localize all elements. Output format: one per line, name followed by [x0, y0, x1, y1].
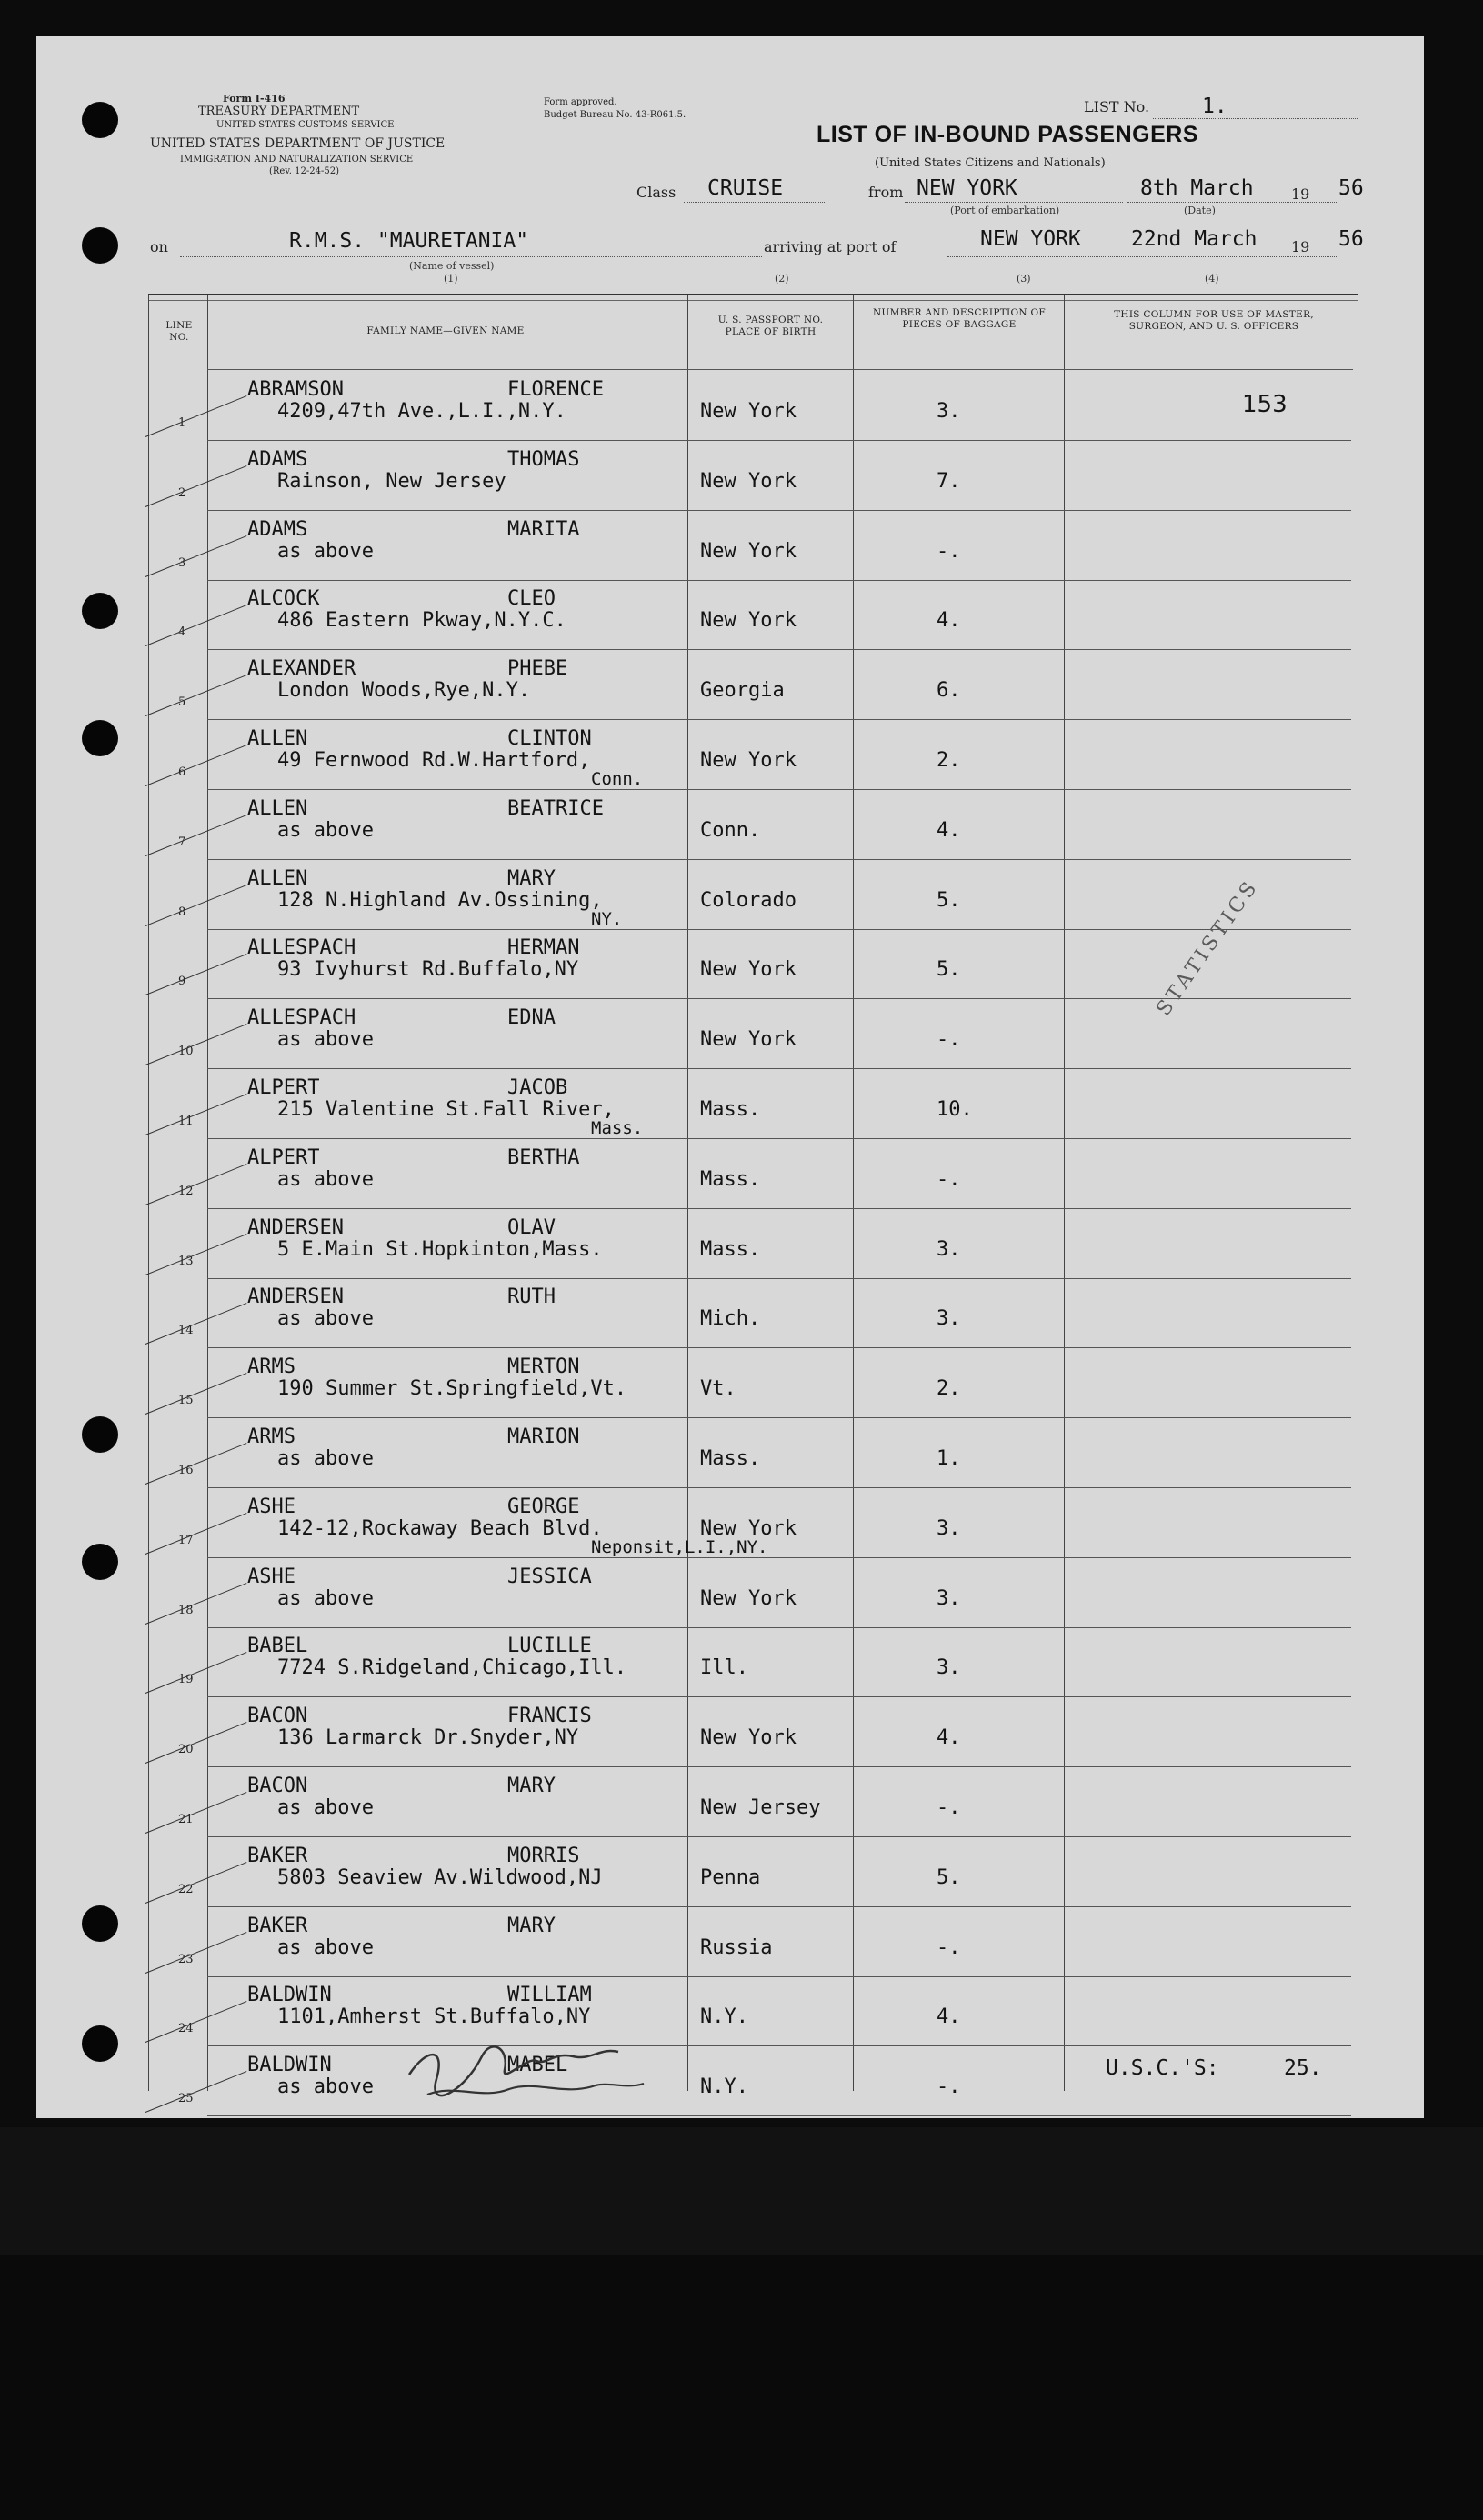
- table-row: [0, 441, 1483, 511]
- baggage-count: 1.: [937, 1447, 961, 1470]
- port-caption: (Port of embarkation): [950, 205, 1060, 216]
- caption-4: (4): [1205, 273, 1219, 285]
- row-line-number: 14: [178, 1324, 194, 1338]
- family-name: ASHE: [247, 1565, 296, 1588]
- address: 5 E.Main St.Hopkinton,Mass.: [277, 1237, 603, 1261]
- place-of-birth: Mass.: [700, 1167, 761, 1191]
- place-of-birth: New York: [700, 1028, 797, 1052]
- row-line-number: 10: [178, 1045, 194, 1059]
- row-divider-mark: [145, 1583, 247, 1625]
- family-name: ALPERT: [247, 1076, 320, 1099]
- scan-background-lower: [0, 2255, 1483, 2520]
- table-row: [0, 1278, 1483, 1348]
- family-name: BALDWIN: [247, 1984, 332, 2007]
- family-name: BALDWIN: [247, 2054, 332, 2077]
- bleed-through-text: [1091, 1425, 1096, 1442]
- table-row: [0, 1488, 1483, 1558]
- col-header-line-no: LINE NO.: [165, 320, 193, 343]
- budget-bureau: Budget Bureau No. 43-R061.5.: [544, 110, 686, 120]
- family-name: ALLESPACH: [247, 1006, 356, 1030]
- row-divider-mark: [145, 2001, 247, 2043]
- row-divider-mark: [145, 1443, 247, 1485]
- place-of-birth: New York: [700, 958, 797, 982]
- place-of-birth: N.Y.: [700, 2005, 748, 2029]
- address: as above: [277, 1935, 374, 1959]
- given-name: JESSICA: [507, 1565, 592, 1588]
- address: as above: [277, 1447, 374, 1470]
- year2-value: 56: [1338, 227, 1364, 251]
- caption-3: (3): [1017, 273, 1031, 285]
- signature: [400, 2029, 655, 2102]
- caption-1: (1): [444, 273, 458, 285]
- year1-value: 56: [1338, 176, 1364, 200]
- dept-treasury-sub: UNITED STATES CUSTOMS SERVICE: [216, 120, 395, 130]
- class-label: Class: [636, 184, 676, 201]
- dept-justice: UNITED STATES DEPARTMENT OF JUSTICE: [150, 136, 446, 151]
- table-row: [0, 1418, 1483, 1488]
- row-divider-mark: [145, 815, 247, 856]
- punch-hole: [82, 102, 118, 138]
- family-name: ANDERSEN: [247, 1215, 344, 1239]
- family-name: ALPERT: [247, 1145, 320, 1169]
- place-of-birth: New York: [700, 400, 797, 423]
- place-of-birth: Conn.: [700, 818, 761, 842]
- vessel-line: [180, 256, 762, 257]
- address: as above: [277, 1796, 374, 1819]
- given-name: PHEBE: [507, 657, 568, 681]
- place-of-birth: Ill.: [700, 1656, 748, 1680]
- baggage-count: 7.: [937, 469, 961, 493]
- table-row: [0, 650, 1483, 720]
- address-continued: Neponsit,L.I.,NY.: [591, 1536, 768, 1557]
- given-name: RUTH: [507, 1285, 556, 1309]
- row-divider-mark: [145, 1024, 247, 1065]
- baggage-count: 3.: [937, 1237, 961, 1261]
- table-row: [0, 1627, 1483, 1697]
- family-name: BABEL: [247, 1635, 308, 1658]
- given-name: MARITA: [507, 517, 580, 541]
- row-divider-mark: [145, 1652, 247, 1694]
- row-line-number: 13: [178, 1254, 194, 1268]
- row-divider-mark: [145, 1932, 247, 1974]
- baggage-count: 10.: [937, 1098, 973, 1121]
- baggage-count: -.: [937, 1796, 961, 1819]
- baggage-count: -.: [937, 1028, 961, 1052]
- row-divider-mark: [145, 2071, 247, 2113]
- col-header-name: FAMILY NAME—GIVEN NAME: [366, 325, 525, 336]
- address: 49 Fernwood Rd.W.Hartford,: [277, 749, 591, 772]
- family-name: BAKER: [247, 1844, 308, 1867]
- list-number: 1.: [1202, 95, 1227, 118]
- address: 4209,47th Ave.,L.I.,N.Y.: [277, 400, 566, 423]
- place-of-birth: Mass.: [700, 1098, 761, 1121]
- family-name: ABRAMSON: [247, 378, 344, 401]
- col-header-officers: THIS COLUMN FOR USE OF MASTER, SURGEON, AND U. S. OFFICERS: [1114, 309, 1314, 332]
- given-name: BEATRICE: [507, 796, 604, 820]
- given-name: OLAV: [507, 1215, 556, 1239]
- table-row: [0, 999, 1483, 1069]
- place-of-birth: Colorado: [700, 888, 797, 912]
- row-line-number: 8: [178, 905, 186, 919]
- family-name: BAKER: [247, 1914, 308, 1937]
- row-divider-mark: [145, 1722, 247, 1764]
- table-row: [0, 929, 1483, 999]
- family-name: ALLESPACH: [247, 936, 356, 960]
- row-divider-mark: [145, 1862, 247, 1904]
- dept-treasury: TREASURY DEPARTMENT: [198, 105, 360, 118]
- given-name: EDNA: [507, 1006, 556, 1030]
- caption-2: (2): [775, 273, 789, 285]
- table-row: [0, 1697, 1483, 1767]
- row-divider-mark: [145, 1094, 247, 1135]
- baggage-count: 2.: [937, 1377, 961, 1401]
- table-row: [0, 720, 1483, 790]
- place-of-birth: New York: [700, 749, 797, 772]
- table-row: [0, 1837, 1483, 1907]
- address: 1101,Amherst St.Buffalo,NY: [277, 2005, 591, 2029]
- row-line-number: 2: [178, 485, 186, 500]
- row-line-number: 23: [178, 1952, 194, 1966]
- family-name: ARMS: [247, 1425, 296, 1448]
- address: 93 Ivyhurst Rd.Buffalo,NY: [277, 958, 579, 982]
- row-rule: [207, 2115, 853, 2116]
- given-name: MARY: [507, 1775, 556, 1797]
- place-of-birth: Russia: [700, 1935, 773, 1959]
- row-line-number: 5: [178, 695, 186, 710]
- row-line-number: 4: [178, 625, 186, 640]
- statistics-stamp: STATISTICS: [1152, 875, 1264, 1021]
- row-line-number: 18: [178, 1603, 194, 1617]
- given-name: FRANCIS: [507, 1705, 592, 1728]
- row-line-number: 19: [178, 1673, 194, 1687]
- baggage-count: 3.: [937, 1307, 961, 1331]
- given-name: WILLIAM: [507, 1984, 592, 2007]
- baggage-count: 4.: [937, 818, 961, 842]
- address: London Woods,Rye,N.Y.: [277, 679, 531, 703]
- baggage-count: 5.: [937, 1865, 961, 1889]
- address: as above: [277, 2075, 374, 2099]
- row-line-number: 1: [178, 416, 186, 430]
- baggage-count: 5.: [937, 958, 961, 982]
- vessel-name: R.M.S. "MAURETANIA": [289, 229, 529, 253]
- family-name: ALLEN: [247, 796, 308, 820]
- place-of-birth: Georgia: [700, 679, 785, 703]
- family-name: ALCOCK: [247, 587, 320, 611]
- row-divider-mark: [145, 745, 247, 786]
- row-line-number: 15: [178, 1394, 194, 1408]
- row-line-number: 11: [178, 1115, 194, 1128]
- arrival-line: [947, 256, 1337, 257]
- form-number: Form I-416: [223, 93, 286, 105]
- from-value: NEW YORK: [917, 176, 1017, 200]
- row-divider-mark: [145, 954, 247, 995]
- address: as above: [277, 818, 374, 842]
- row-divider-mark: [145, 1373, 247, 1415]
- table-top-rule: [148, 300, 1358, 301]
- family-name: BACON: [247, 1705, 308, 1728]
- address: as above: [277, 1028, 374, 1052]
- place-of-birth: N.Y.: [700, 2075, 748, 2099]
- row-line-number: 21: [178, 1813, 194, 1826]
- col-header-baggage: NUMBER AND DESCRIPTION OF PIECES OF BAGGAGE: [872, 307, 1047, 330]
- address: 136 Larmarck Dr.Snyder,NY: [277, 1726, 579, 1750]
- row-divider-mark: [145, 675, 247, 716]
- baggage-count: 3.: [937, 1516, 961, 1540]
- row-divider-mark: [145, 465, 247, 507]
- address: as above: [277, 1586, 374, 1610]
- officer-count: 153: [1242, 391, 1288, 418]
- family-name: ALLEN: [247, 727, 308, 750]
- baggage-count: 6.: [937, 679, 961, 703]
- address-continued: NY.: [591, 908, 623, 929]
- header-bottom-rule: [207, 369, 1353, 370]
- row-line-number: 16: [178, 1464, 194, 1477]
- family-name: ADAMS: [247, 447, 308, 471]
- row-divider-mark: [145, 885, 247, 926]
- table-row: [0, 511, 1483, 581]
- row-line-number: 17: [178, 1533, 194, 1547]
- place-of-birth: New York: [700, 1586, 797, 1610]
- baggage-count: 3.: [937, 1586, 961, 1610]
- class-value: CRUISE: [707, 176, 784, 200]
- address: 215 Valentine St.Fall River,: [277, 1098, 615, 1121]
- place-of-birth: New York: [700, 539, 797, 563]
- given-name: JACOB: [507, 1076, 568, 1099]
- address: as above: [277, 1167, 374, 1191]
- place-of-birth: New York: [700, 1726, 797, 1750]
- given-name: HERMAN: [507, 936, 580, 960]
- given-name: MABEL: [507, 2054, 568, 2077]
- baggage-count: -.: [937, 1167, 961, 1191]
- baggage-count: -.: [937, 1935, 961, 1959]
- from-line: [905, 202, 1123, 203]
- row-line-number: 25: [178, 2092, 194, 2106]
- date2-value: 22nd March: [1131, 227, 1258, 251]
- place-of-birth: New York: [700, 1516, 797, 1540]
- row-divider-mark: [145, 1792, 247, 1834]
- table-row: [0, 2046, 1483, 2116]
- given-name: MARION: [507, 1425, 580, 1448]
- vessel-caption: (Name of vessel): [409, 260, 495, 272]
- baggage-count: 2.: [937, 749, 961, 772]
- row-line-number: 24: [178, 2022, 194, 2036]
- row-divider-mark: [145, 1164, 247, 1205]
- table-row: [0, 1558, 1483, 1628]
- place-of-birth: Penna: [700, 1865, 761, 1889]
- form-revision: (Rev. 12-24-52): [269, 166, 340, 176]
- address: 128 N.Highland Av.Ossining,: [277, 888, 603, 912]
- address: 5803 Seaview Av.Wildwood,NJ: [277, 1865, 603, 1889]
- place-of-birth: Mass.: [700, 1237, 761, 1261]
- baggage-count: 3.: [937, 1656, 961, 1680]
- baggage-count: 3.: [937, 400, 961, 423]
- address: as above: [277, 539, 374, 563]
- row-divider-mark: [145, 1234, 247, 1275]
- family-name: ALEXANDER: [247, 657, 356, 681]
- given-name: CLINTON: [507, 727, 592, 750]
- place-of-birth: Vt.: [700, 1377, 736, 1401]
- row-line-number: 7: [178, 835, 186, 849]
- baggage-count: 4.: [937, 2005, 961, 2029]
- table-row: [0, 580, 1483, 650]
- row-divider-mark: [145, 1303, 247, 1345]
- place-of-birth: New York: [700, 609, 797, 633]
- list-label: LIST No.: [1084, 98, 1150, 115]
- address: 7724 S.Ridgeland,Chicago,Ill.: [277, 1656, 627, 1680]
- list-no-line: [1153, 118, 1358, 119]
- place-of-birth: New York: [700, 469, 797, 493]
- given-name: FLORENCE: [507, 378, 604, 401]
- from-label: from: [868, 184, 904, 201]
- baggage-count: 4.: [937, 1726, 961, 1750]
- given-name: LUCILLE: [507, 1635, 592, 1658]
- address: 486 Eastern Pkway,N.Y.C.: [277, 609, 566, 633]
- baggage-count: 4.: [937, 609, 961, 633]
- family-name: ADAMS: [247, 517, 308, 541]
- uscs-value: 25.: [1284, 2056, 1322, 2080]
- row-line-number: 6: [178, 765, 186, 779]
- address: 142-12,Rockaway Beach Blvd.: [277, 1516, 603, 1540]
- row-divider-mark: [145, 395, 247, 437]
- table-row: [0, 790, 1483, 860]
- table-row: [0, 860, 1483, 930]
- baggage-count: -.: [937, 2075, 961, 2099]
- address: 190 Summer St.Springfield,Vt.: [277, 1377, 627, 1401]
- year2-prefix: 19: [1291, 238, 1310, 255]
- class-line: [684, 202, 825, 203]
- address: as above: [277, 1307, 374, 1331]
- address: Rainson, New Jersey: [277, 469, 506, 493]
- row-line-number: 22: [178, 1882, 194, 1896]
- family-name: ANDERSEN: [247, 1285, 344, 1309]
- address-continued: Conn.: [591, 769, 644, 789]
- uscs-label: U.S.C.'S:: [1106, 2056, 1219, 2080]
- address-continued: Mass.: [591, 1118, 644, 1138]
- given-name: MERTON: [507, 1355, 580, 1379]
- arrival-port: NEW YORK: [980, 227, 1081, 251]
- table-row: [0, 1348, 1483, 1418]
- family-name: ASHE: [247, 1495, 296, 1518]
- row-line-number: 20: [178, 1743, 194, 1757]
- place-of-birth: New Jersey: [700, 1796, 821, 1819]
- table-row: [0, 1767, 1483, 1837]
- dept-justice-sub: IMMIGRATION AND NATURALIZATION SERVICE: [180, 155, 414, 165]
- year1-prefix: 19: [1291, 185, 1310, 203]
- row-rule-right: [853, 2115, 1351, 2116]
- page-title: LIST OF IN-BOUND PASSENGERS: [817, 122, 1199, 147]
- page-subtitle: (United States Citizens and Nationals): [875, 156, 1106, 170]
- place-of-birth: Mich.: [700, 1307, 761, 1331]
- table-row: [0, 1976, 1483, 2046]
- row-line-number: 3: [178, 555, 186, 570]
- table-row: [0, 1069, 1483, 1139]
- given-name: THOMAS: [507, 447, 580, 471]
- row-divider-mark: [145, 605, 247, 646]
- row-divider-mark: [145, 1513, 247, 1555]
- arriving-label: arriving at port of: [764, 238, 897, 255]
- date-caption: (Date): [1184, 205, 1216, 216]
- family-name: BACON: [247, 1775, 308, 1797]
- row-divider-mark: [145, 535, 247, 577]
- given-name: BERTHA: [507, 1145, 580, 1169]
- date1-value: 8th March: [1140, 176, 1254, 200]
- baggage-count: -.: [937, 539, 961, 563]
- given-name: GEORGE: [507, 1495, 580, 1518]
- place-of-birth: Mass.: [700, 1447, 761, 1470]
- family-name: ARMS: [247, 1355, 296, 1379]
- table-row: [0, 1139, 1483, 1209]
- given-name: MARY: [507, 1914, 556, 1937]
- table-row: [0, 1907, 1483, 1977]
- given-name: CLEO: [507, 587, 556, 611]
- form-approved: Form approved.: [544, 97, 617, 107]
- on-label: on: [150, 238, 168, 255]
- given-name: MORRIS: [507, 1844, 580, 1867]
- row-line-number: 12: [178, 1184, 194, 1198]
- col-header-passport: U. S. PASSPORT NO. PLACE OF BIRTH: [717, 315, 824, 337]
- row-line-number: 9: [178, 975, 186, 989]
- punch-hole: [82, 227, 118, 264]
- family-name: ALLEN: [247, 866, 308, 890]
- given-name: MARY: [507, 866, 556, 890]
- baggage-count: 5.: [937, 888, 961, 912]
- table-row: [0, 1209, 1483, 1279]
